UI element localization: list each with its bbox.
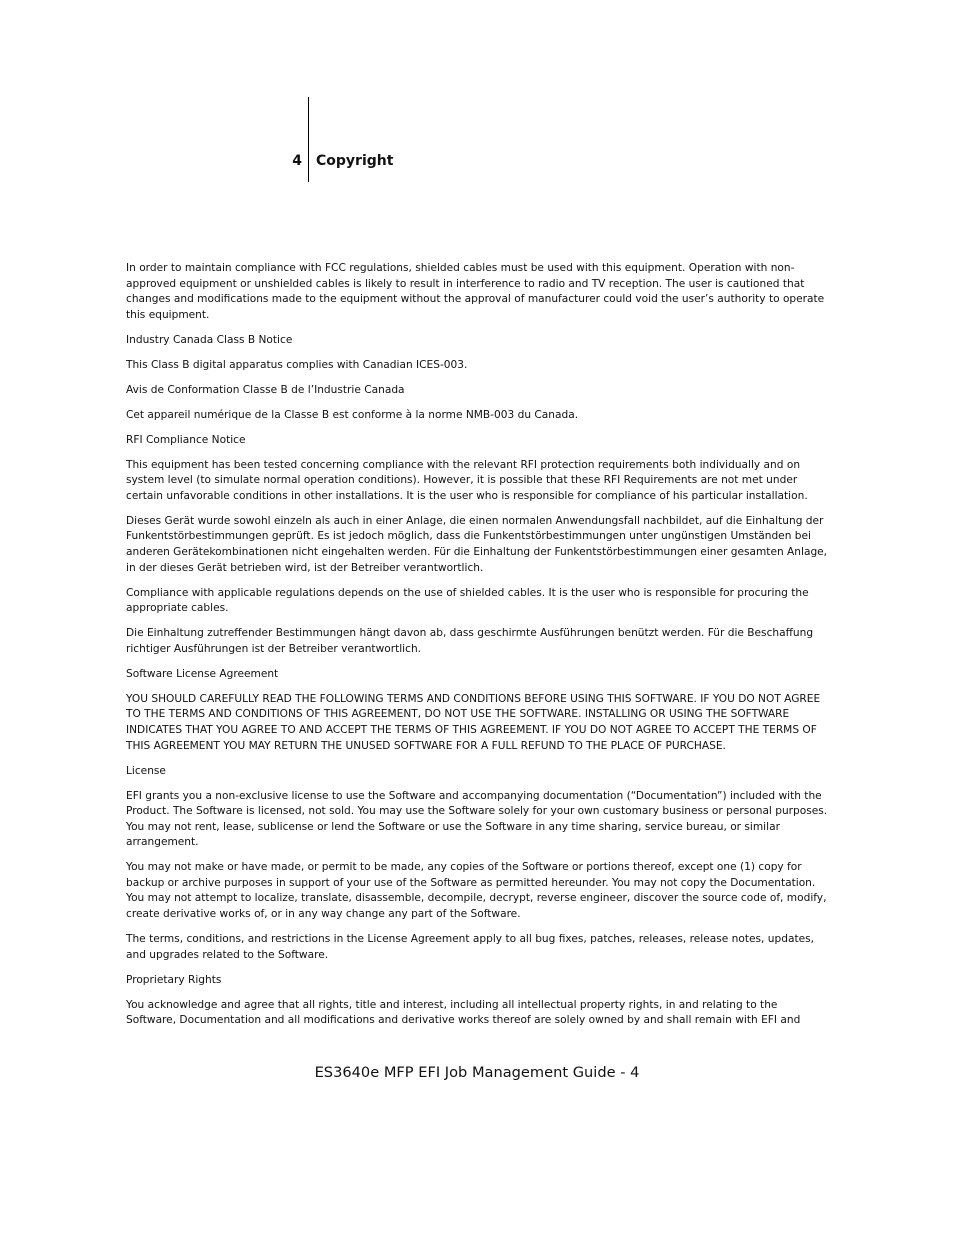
paragraph-proprietary-rights: You acknowledge and agree that all rights, title and interest, including all intellectual property rights, in and relating to the Software, Documentation and all modifications and derivative works thereof are solely owned by and shall remain with EFI and	[126, 998, 801, 1027]
paragraph-license-grant: EFI grants you a non-exclusive license to use the Software and accompanying documentation (“Documentation”) included with the Product. The Software is licensed, not sold. You may use the Software solely for your own customary business or personal purposes. You may not rent, lease, sublicense or lend the Software or use the Software in any time sharing, service bureau, or similar arrangement.	[126, 789, 828, 849]
paragraph-shielded-cables-german: Die Einhaltung zutreffender Bestimmungen hängt davon ab, dass geschirmte Ausführungen benützt werden. Für die Beschaffung richtiger Ausführungen ist der Betreiber verantwortlich.	[126, 627, 814, 655]
document-body	[126, 261, 830, 1038]
paragraph-nmb-003: Cet appareil numérique de la Classe B est conforme à la norme NMB-003 du Canada.	[126, 408, 579, 421]
paragraph-updates-terms: The terms, conditions, and restrictions in the License Agreement apply to all bug fixes, patches, releases, release notes, updates, and upgrades related to the Software.	[126, 933, 815, 961]
paragraph-rfi-german: Dieses Gerät wurde sowohl einzeln als auch in einer Anlage, die einen normalen Anwendungsfall nachbildet, auf die Einhaltung der Funkentstörbestimmungen geprüft. Es ist jedoch möglich, dass die Funkentstörbestimmungen unter ungünstigen Umständen bei anderen Gerätekombinationen nicht eingehalten werden. Für die Einhaltung der Funkentstörbestimmungen einer gesamten Anlage, in der dieses Gerät betrieben wird, ist der Betreiber verantwortlich.	[126, 514, 828, 574]
heading-software-license-agreement: Software License Agreement	[126, 667, 279, 680]
paragraph-copy-restrictions: You may not make or have made, or permit to be made, any copies of the Software or portions thereof, except one (1) copy for backup or archive purposes in support of your use of the Software as permitted hereunder. You may not copy the Documentation. You may not attempt to localize, translate, disassemble, decompile, decrypt, reverse engineer, discover the source code of, modify, create derivative works of, or in any way change any part of the Software.	[126, 861, 827, 921]
paragraph-shielded-cables-english: Compliance with applicable regulations depends on the use of shielded cables. It is the user who is responsible for procuring the appropriate cables.	[126, 586, 809, 615]
chapter-number: 4	[292, 153, 302, 169]
chapter-title: Copyright	[316, 153, 394, 169]
heading-industry-canada: Industry Canada Class B Notice	[126, 333, 293, 346]
page-footer: ES3640e MFP EFI Job Management Guide - 4	[314, 1064, 640, 1081]
paragraph-license-warning: YOU SHOULD CAREFULLY READ THE FOLLOWING TERMS AND CONDITIONS BEFORE USING THIS SOFTWARE. IF YOU DO NOT AGREE TO THE TERMS AND CONDITIONS OF THIS AGREEMENT, DO NOT USE THE SOFTWARE. INSTALLING OR USING THE SOFTWARE INDICATES THAT YOU AGREE TO AND ACCEPT THE TERMS OF THIS AGREEMENT. IF YOU DO NOT AGREE TO ACCEPT THE TERMS OF THIS AGREEMENT YOU MAY RETURN THE UNUSED SOFTWARE FOR A FULL REFUND TO THE PLACE OF PURCHASE.	[126, 692, 821, 752]
header-divider-rule	[308, 97, 309, 182]
heading-license: License	[126, 764, 166, 777]
paragraph-rfi-english: This equipment has been tested concerning compliance with the relevant RFI protection requirements both individually and on system level (to simulate normal operation conditions). However, it is possible that these RFI Requirements are not met under certain unfavorable conditions in other installations. It is the user who is responsible for compliance of his particular installation.	[126, 458, 808, 502]
paragraph-ices-003: This Class B digital apparatus complies with Canadian ICES-003.	[126, 358, 468, 371]
paragraph-fcc-compliance: In order to maintain compliance with FCC regulations, shielded cables must be used with this equipment. Operation with non-approved equipment or unshielded cables is likely to result in interference to radio and TV reception. The user is cautioned that changes and modifications made to the equipment without the approval of manufacturer could void the user’s authority to operate this equipment.	[126, 262, 825, 321]
heading-proprietary-rights: Proprietary Rights	[126, 973, 222, 986]
heading-rfi-compliance: RFI Compliance Notice	[126, 433, 246, 446]
heading-avis-conformation: Avis de Conformation Classe B de l’Industrie Canada	[126, 383, 405, 396]
